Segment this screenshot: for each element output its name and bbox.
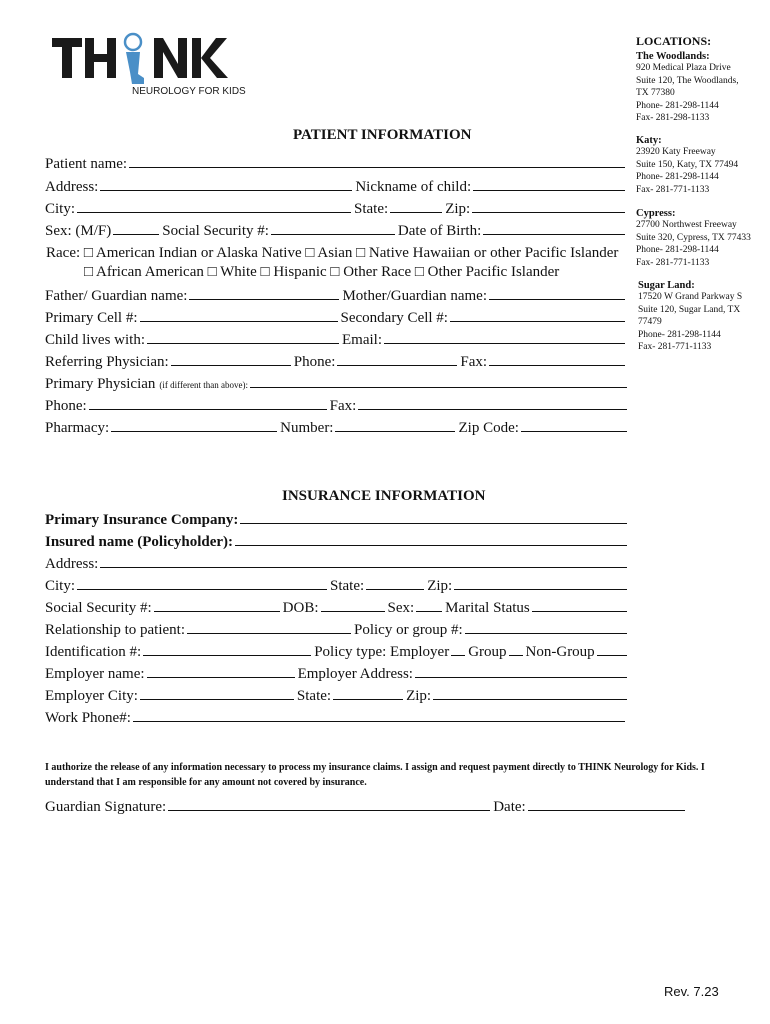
pharmacy-number-field[interactable]	[335, 418, 455, 432]
identification-label: Identification #:	[45, 644, 142, 660]
policy-group-label: Policy or group #:	[353, 622, 463, 638]
location-line: 920 Medical Plaza Drive	[636, 63, 731, 73]
sex-label: Sex: (M/F)	[45, 223, 112, 239]
location-line: Fax- 281-771-1133	[638, 342, 712, 353]
insurance-address-label: Address:	[45, 556, 99, 572]
location-line: Suite 120, Sugar Land, TX	[638, 304, 741, 315]
location-name: Katy:	[636, 135, 662, 146]
marital-status-label: Marital Status	[445, 600, 530, 616]
sex-row	[45, 221, 628, 240]
relationship-field[interactable]	[187, 620, 351, 634]
insurance-city-label: City:	[45, 578, 76, 594]
location-katy	[636, 135, 738, 196]
pharmacy-label: Pharmacy:	[45, 420, 110, 436]
employer-zip-label: Zip:	[406, 688, 432, 704]
primary-physician-note: (if different than above):	[159, 380, 248, 390]
location-line: Phone- 281-298-1144	[636, 172, 719, 183]
employer-name-field[interactable]	[147, 664, 295, 678]
location-line: Suite 120, The Woodlands,	[636, 75, 739, 86]
state-label: State:	[354, 201, 389, 217]
pharmacy-zip-field[interactable]	[521, 418, 627, 432]
location-line: Fax- 281-771-1133	[636, 257, 710, 268]
work-phone-label: Work Phone#:	[45, 710, 131, 726]
location-line: 17520 W Grand Parkway S	[638, 292, 743, 302]
ssn-label: Social Security #:	[162, 223, 269, 239]
insurance-sex-label: Sex:	[387, 600, 415, 616]
mother-label: Mother/Guardian name:	[342, 288, 487, 304]
employer-state-label: State:	[296, 688, 332, 704]
physician-contact-row	[45, 396, 630, 415]
pharmacy-field[interactable]	[111, 418, 277, 432]
policy-type-group-field[interactable]	[509, 642, 523, 656]
race-options-line2[interactable]: □ African American □ White □ Hispanic □ Other Race □ Other Pacific Islander	[84, 264, 560, 280]
location-line: 23920 Katy Freeway	[636, 147, 716, 157]
patient-name-label: Patient name:	[45, 156, 128, 172]
location-line: Phone- 281-298-1144	[638, 329, 721, 340]
address-field[interactable]	[100, 177, 352, 191]
location-name: The Woodlands:	[636, 51, 710, 62]
pharmacy-zip-label: Zip Code:	[458, 420, 519, 436]
city-row	[45, 199, 628, 218]
policy-type-employer-field[interactable]	[451, 642, 465, 656]
insurance-zip-field[interactable]	[454, 576, 627, 590]
patient-section-title: PATIENT INFORMATION	[293, 127, 472, 143]
referring-fax-field[interactable]	[489, 352, 625, 366]
signature-date-label: Date:	[493, 799, 526, 815]
insurance-address-row	[45, 554, 630, 573]
policy-type-group-label: Group	[468, 644, 507, 660]
location-line: Phone- 281-298-1144	[636, 245, 719, 256]
zip-label: Zip:	[445, 201, 471, 217]
patient-name-field[interactable]	[129, 154, 625, 168]
employer-city-field[interactable]	[140, 686, 294, 700]
sex-field[interactable]	[113, 221, 159, 235]
identification-field[interactable]	[143, 642, 311, 656]
address-row	[45, 177, 628, 196]
insurance-city-row	[45, 576, 630, 595]
child-lives-field[interactable]	[147, 330, 339, 344]
relationship-label: Relationship to patient:	[45, 622, 185, 638]
primary-cell-label: Primary Cell #:	[45, 310, 138, 326]
locations-title: LOCATIONS:	[636, 34, 712, 48]
referring-phone-label: Phone:	[293, 354, 336, 370]
insurance-state-label: State:	[330, 578, 365, 594]
signature-row	[45, 797, 688, 816]
location-line: Suite 320, Cypress, TX 77433	[636, 232, 751, 243]
location-name: Sugar Land:	[638, 280, 695, 291]
insurance-section-title: INSURANCE INFORMATION	[282, 488, 486, 504]
dob-label: Date of Birth:	[397, 223, 482, 239]
relationship-row	[45, 620, 630, 639]
zip-field[interactable]	[472, 199, 625, 213]
employer-city-row	[45, 686, 630, 705]
identification-row	[45, 642, 630, 661]
employer-name-label: Employer name:	[45, 666, 145, 682]
location-woodlands	[636, 51, 739, 125]
referring-physician-field[interactable]	[171, 352, 291, 366]
employer-address-field[interactable]	[415, 664, 627, 678]
referring-row	[45, 352, 628, 371]
employer-address-label: Employer Address:	[297, 666, 413, 682]
primary-physician-label: Primary Physician	[45, 376, 156, 392]
insurance-address-field[interactable]	[100, 554, 627, 568]
location-line: TX 77380	[636, 88, 675, 99]
insurance-sex-field[interactable]	[416, 598, 442, 612]
referring-phone-field[interactable]	[337, 352, 457, 366]
insurance-zip-label: Zip:	[427, 578, 453, 594]
referring-fax-label: Fax:	[460, 354, 488, 370]
location-line: Suite 150, Katy, TX 77494	[636, 159, 739, 170]
nickname-field[interactable]	[473, 177, 625, 191]
policy-type-label: Policy type: Employer	[314, 644, 450, 660]
nickname-label: Nickname of child:	[355, 179, 472, 195]
employer-city-label: Employer City:	[45, 688, 138, 704]
work-phone-row	[45, 708, 628, 727]
guardian-signature-field[interactable]	[168, 797, 490, 811]
email-field[interactable]	[384, 330, 625, 344]
policy-type-nongroup-field[interactable]	[597, 642, 627, 656]
employer-state-field[interactable]	[333, 686, 403, 700]
location-line: 77479	[638, 317, 662, 328]
address-label: Address:	[45, 179, 99, 195]
race-options-line1[interactable]: Race: □ American Indian or Alaska Native □ Asian □ Native Hawaiian or other Pacific Islander	[46, 245, 619, 261]
insurance-ssn-row	[45, 598, 630, 617]
insured-name-field[interactable]	[235, 532, 627, 546]
pharmacy-number-label: Number:	[280, 420, 334, 436]
secondary-cell-label: Secondary Cell #:	[340, 310, 448, 326]
employer-row	[45, 664, 630, 683]
primary-cell-field[interactable]	[140, 308, 338, 322]
pharmacy-row	[45, 418, 630, 437]
guardian-row	[45, 286, 628, 305]
insurance-city-field[interactable]	[77, 576, 327, 590]
logo-tagline: NEUROLOGY FOR KIDS	[132, 86, 246, 97]
employer-zip-field[interactable]	[433, 686, 627, 700]
location-cypress	[636, 208, 751, 269]
location-line: Phone- 281-298-1144	[636, 100, 719, 111]
insured-name-row	[45, 532, 630, 551]
physician-fax-label: Fax:	[329, 398, 357, 414]
authorization-text: I authorize the release of any information necessary to process my insurance claims. I assign and request payment directly to THINK Neurology for Kids. I understand that I am responsible for any amount not covered by insurance.	[45, 762, 705, 788]
guardian-signature-label: Guardian Signature:	[45, 799, 167, 815]
insurance-company-field[interactable]	[240, 510, 627, 524]
insurance-state-field[interactable]	[366, 576, 424, 590]
insurance-dob-field[interactable]	[321, 598, 385, 612]
signature-date-field[interactable]	[528, 797, 685, 811]
physician-phone-label: Phone:	[45, 398, 87, 414]
work-phone-field[interactable]	[133, 708, 625, 722]
insurance-ssn-field[interactable]	[154, 598, 280, 612]
policy-group-field[interactable]	[465, 620, 627, 634]
referring-physician-label: Referring Physician:	[45, 354, 169, 370]
location-line: Fax- 281-771-1133	[636, 184, 710, 195]
child-lives-label: Child lives with:	[45, 332, 146, 348]
city-field[interactable]	[77, 199, 351, 213]
insurance-company-row	[45, 510, 630, 529]
think-logo	[52, 32, 246, 110]
marital-status-field[interactable]	[532, 598, 627, 612]
insurance-dob-label: DOB:	[282, 600, 319, 616]
physician-phone-field[interactable]	[89, 396, 327, 410]
father-label: Father/ Guardian name:	[45, 288, 188, 304]
location-name: Cypress:	[636, 208, 676, 219]
location-line: 27700 Northwest Freeway	[636, 220, 737, 230]
location-line: Fax- 281-298-1133	[636, 113, 710, 124]
child-lives-row	[45, 330, 628, 349]
email-label: Email:	[342, 332, 383, 348]
insured-name-label: Insured name (Policyholder):	[45, 534, 234, 550]
primary-physician-field[interactable]	[250, 374, 627, 388]
mother-field[interactable]	[489, 286, 625, 300]
cell-row	[45, 308, 628, 327]
insurance-ssn-label: Social Security #:	[45, 600, 152, 616]
secondary-cell-field[interactable]	[450, 308, 625, 322]
patient-name-row	[45, 154, 628, 173]
policy-type-nongroup-label: Non-Group	[525, 644, 595, 660]
dob-field[interactable]	[483, 221, 625, 235]
state-field[interactable]	[390, 199, 442, 213]
ssn-field[interactable]	[271, 221, 395, 235]
city-label: City:	[45, 201, 76, 217]
primary-physician-row	[45, 374, 630, 393]
father-field[interactable]	[189, 286, 339, 300]
revision-label: Rev. 7.23	[664, 984, 719, 999]
physician-fax-field[interactable]	[358, 396, 627, 410]
location-sugarland	[638, 280, 742, 354]
insurance-company-label: Primary Insurance Company:	[45, 512, 239, 528]
